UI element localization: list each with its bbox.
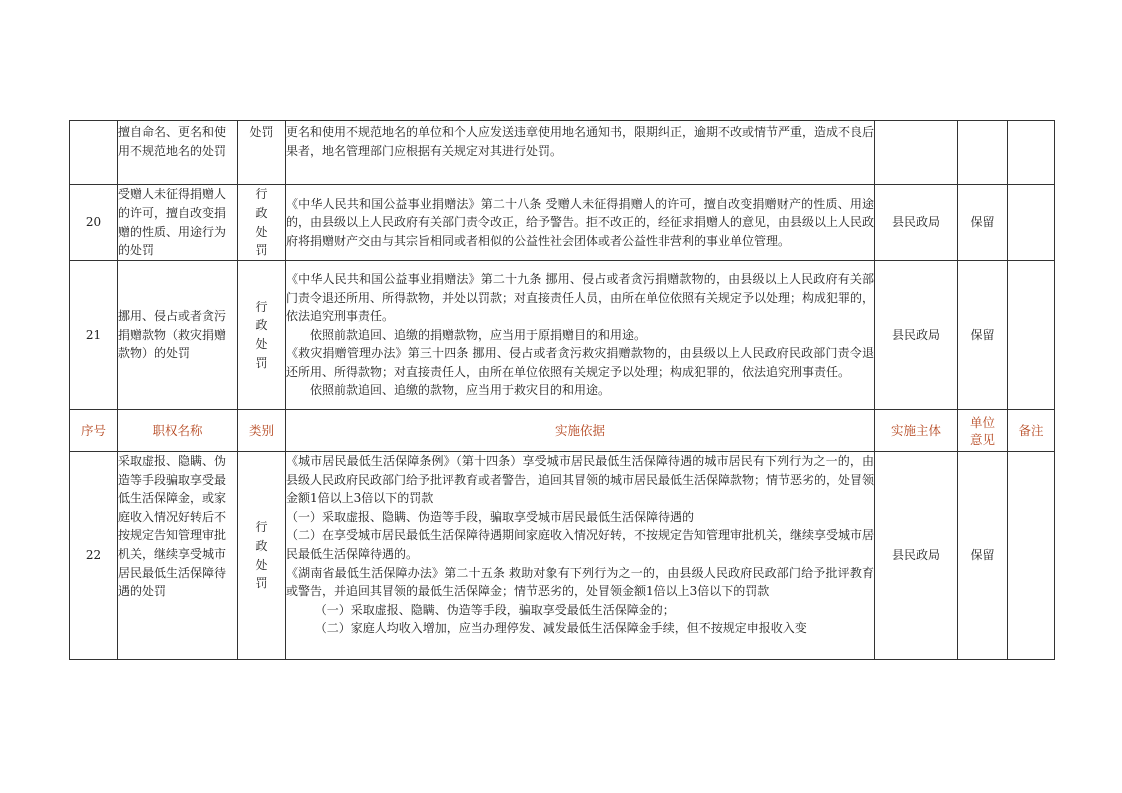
row-number	[70, 121, 118, 185]
table-row	[70, 452, 1055, 660]
unit-opinion	[958, 121, 1008, 185]
legal-basis	[286, 452, 875, 660]
remark	[1008, 261, 1055, 410]
legal-basis-paragraph: 《救灾捐赠管理办法》第三十四条 挪用、侵占或者贪污救灾捐赠款物的，由县级以上人民政府民政部门责令退还所用、所得款物；对直接责任人，由所在单位依照有关规定予以处理；构成犯罪的，依法追究刑事责任。	[286, 346, 874, 379]
remark	[1008, 121, 1055, 185]
row-number: 20	[70, 185, 118, 261]
unit-opinion: 保留	[958, 261, 1008, 410]
legal-basis-paragraph: 《湖南省最低生活保障办法》第二十五条 救助对象有下列行为之一的，由县级人民政府民政部门给予批评教育或警告，并追回其冒领的最低生活保障金；情节恶劣的，处冒领金额1倍以上3倍以下的罚款	[286, 565, 874, 599]
authority-type: 行政处罚	[238, 185, 286, 261]
table-row	[70, 121, 1055, 185]
table-header-row	[70, 410, 1055, 452]
remark	[1008, 452, 1055, 660]
legal-basis	[286, 261, 875, 410]
legal-basis-paragraph: （一）采取虚报、隐瞒、伪造等手段，骗取享受最低生活保障金的；	[314, 602, 675, 617]
row-number: 22	[70, 452, 118, 660]
legal-basis-paragraph: （一）采取虚报、隐瞒、伪造等手段，骗取享受城市居民最低生活保障待遇的	[286, 509, 695, 524]
implementing-body	[875, 121, 958, 185]
unit-opinion: 保留	[958, 452, 1008, 660]
unit-opinion: 保留	[958, 185, 1008, 261]
header-note: 备注	[1008, 410, 1055, 452]
authority-name: 擅自命名、更名和使用不规范地名的处罚	[118, 121, 238, 185]
header-basis: 实施依据	[286, 410, 875, 452]
remark	[1008, 185, 1055, 261]
legal-basis	[286, 121, 875, 185]
header-number: 序号	[70, 410, 118, 452]
legal-basis-paragraph: 更名和使用不规范地名的单位和个人应发送违章使用地名通知书，限期纠正，逾期不改或情节严重，造成不良后果者，地名管理部门应根据有关规定对其进行处罚。	[286, 125, 875, 158]
table-row	[70, 261, 1055, 410]
authority-type: 行政处罚	[238, 261, 286, 410]
legal-basis-paragraph: 依照前款追回、追缴的款物，应当用于救灾目的和用途。	[310, 383, 611, 398]
legal-basis-paragraph: 《中华人民共和国公益事业捐赠法》第二十九条 挪用、侵占或者贪污捐赠款物的，由县级以上人民政府有关部门责令退还所用、所得款物，并处以罚款；对直接责任人员，由所在单位依照有关规定予以处理；构成犯罪的，依法追究刑事责任。	[286, 271, 875, 324]
legal-basis-paragraph: 依照前款追回、追缴的捐赠款物，应当用于原捐赠目的和用途。	[310, 327, 647, 342]
header-opinion: 单位意见	[958, 410, 1008, 452]
implementing-body: 县民政局	[875, 261, 958, 410]
header-name: 职权名称	[118, 410, 238, 452]
authority-name: 采取虚报、隐瞒、伪造等手段骗取享受最低生活保障金，或家庭收入情况好转后不按规定告知管理审批机关，继续享受城市居民最低生活保障待遇的处罚	[118, 452, 238, 660]
legal-basis	[286, 185, 875, 261]
header-type: 类别	[238, 410, 286, 452]
row-number: 21	[70, 261, 118, 410]
implementing-body: 县民政局	[875, 452, 958, 660]
header-subject: 实施主体	[875, 410, 958, 452]
table-row	[70, 185, 1055, 261]
legal-basis-paragraph: （二）在享受城市居民最低生活保障待遇期间家庭收入情况好转，不按规定告知管理审批机关，继续享受城市居民最低生活保障待遇的。	[286, 528, 875, 561]
implementing-body: 县民政局	[875, 185, 958, 261]
legal-basis-paragraph: （二）家庭人均收入增加，应当办理停发、减发最低生活保障金手续，但不按规定申报收入变	[314, 621, 807, 636]
authority-table	[69, 120, 1055, 660]
authority-name: 挪用、侵占或者贪污捐赠款物（救灾捐赠款物）的处罚	[118, 261, 238, 410]
authority-type: 处罚	[238, 121, 286, 185]
legal-basis-paragraph: 《中华人民共和国公益事业捐赠法》第二十八条 受赠人未征得捐赠人的许可，擅自改变捐赠财产的性质、用途的，由县级以上人民政府有关部门责令改正，给予警告。拒不改正的，经征求捐赠人的意见，由县级以上人民政府将捐赠财产交由与其宗旨相同或者相似的公益性社会团体或者公益性非营利的事业单位管理。	[286, 196, 875, 248]
legal-basis-paragraph: 《城市居民最低生活保障条例》（第十四条）享受城市居民最低生活保障待遇的城市居民有下列行为之一的，由县级人民政府民政部门给予批评教育或者警告，追回其冒领的城市居民最低生活保障款物；情节恶劣的，处冒领金额1倍以上3倍以下的罚款	[286, 454, 875, 506]
authority-name: 受赠人未征得捐赠人的许可，擅自改变捐赠的性质、用途行为的处罚	[118, 185, 238, 261]
authority-type: 行政处罚	[238, 452, 286, 660]
